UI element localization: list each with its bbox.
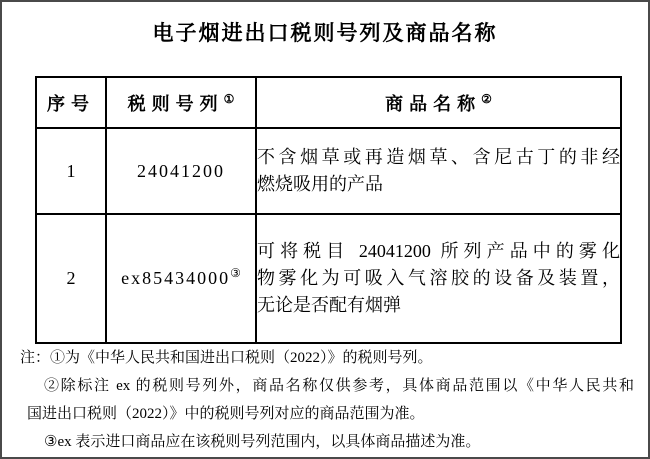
header-cell-no (36, 77, 106, 128)
header-label-no: 序号 (47, 93, 95, 114)
row1-name-line: 不含烟草或再造烟草、含尼古丁的非经 (257, 147, 620, 167)
footnote-line-2: ②除标注 ex 的税则号列外，商品名称仅供参考，具体商品范围以《中华人民共和 (44, 378, 634, 394)
header-label-code: 税则号列 (127, 93, 224, 114)
table-row (36, 214, 621, 343)
footnote-line-3: 国进出口税则（2022）》中的税则号列对应的商品范围为准。 (27, 406, 425, 422)
row2-no-cell: 2 (36, 214, 106, 343)
header-label-name: 商品名称 (385, 93, 482, 114)
row1-code: 24041200 (137, 160, 225, 181)
footnote-line-4: ③ex 表示进口商品应在该税则号列范围内，以具体商品描述为准。 (44, 434, 481, 450)
header-cell-name (256, 77, 621, 128)
row2-name-line: 可将税目 24041200 所列产品中的雾化 (257, 241, 620, 261)
row2-name-cell (256, 214, 621, 343)
table-row (36, 128, 621, 214)
footnotes-block (2, 344, 634, 456)
row1-name-cell (256, 128, 621, 214)
tariff-table (35, 76, 622, 344)
page-title: 电子烟进出口税则号列及商品名称 (152, 22, 498, 45)
footnote-line-1: 注：①为《中华人民共和国进出口税则（2022）》的税则号列。 (20, 350, 433, 366)
row2-code-sup: ③ (230, 266, 241, 280)
row2-name-line: 物雾化为可吸入气溶胶的设备及装置， (257, 268, 620, 288)
row2-code: ex85434000 (121, 268, 231, 288)
row2-name-line: 无论是否配有烟弹 (257, 295, 401, 315)
row1-code-cell (106, 128, 256, 214)
table-header-row (36, 77, 621, 128)
row2-code-cell (106, 214, 256, 343)
row1-name-line: 燃烧吸用的产品 (257, 174, 383, 194)
row1-no-cell: 1 (36, 128, 106, 214)
header-sup-name: ② (481, 91, 492, 106)
header-sup-code: ① (223, 91, 235, 106)
header-cell-code (106, 77, 256, 128)
